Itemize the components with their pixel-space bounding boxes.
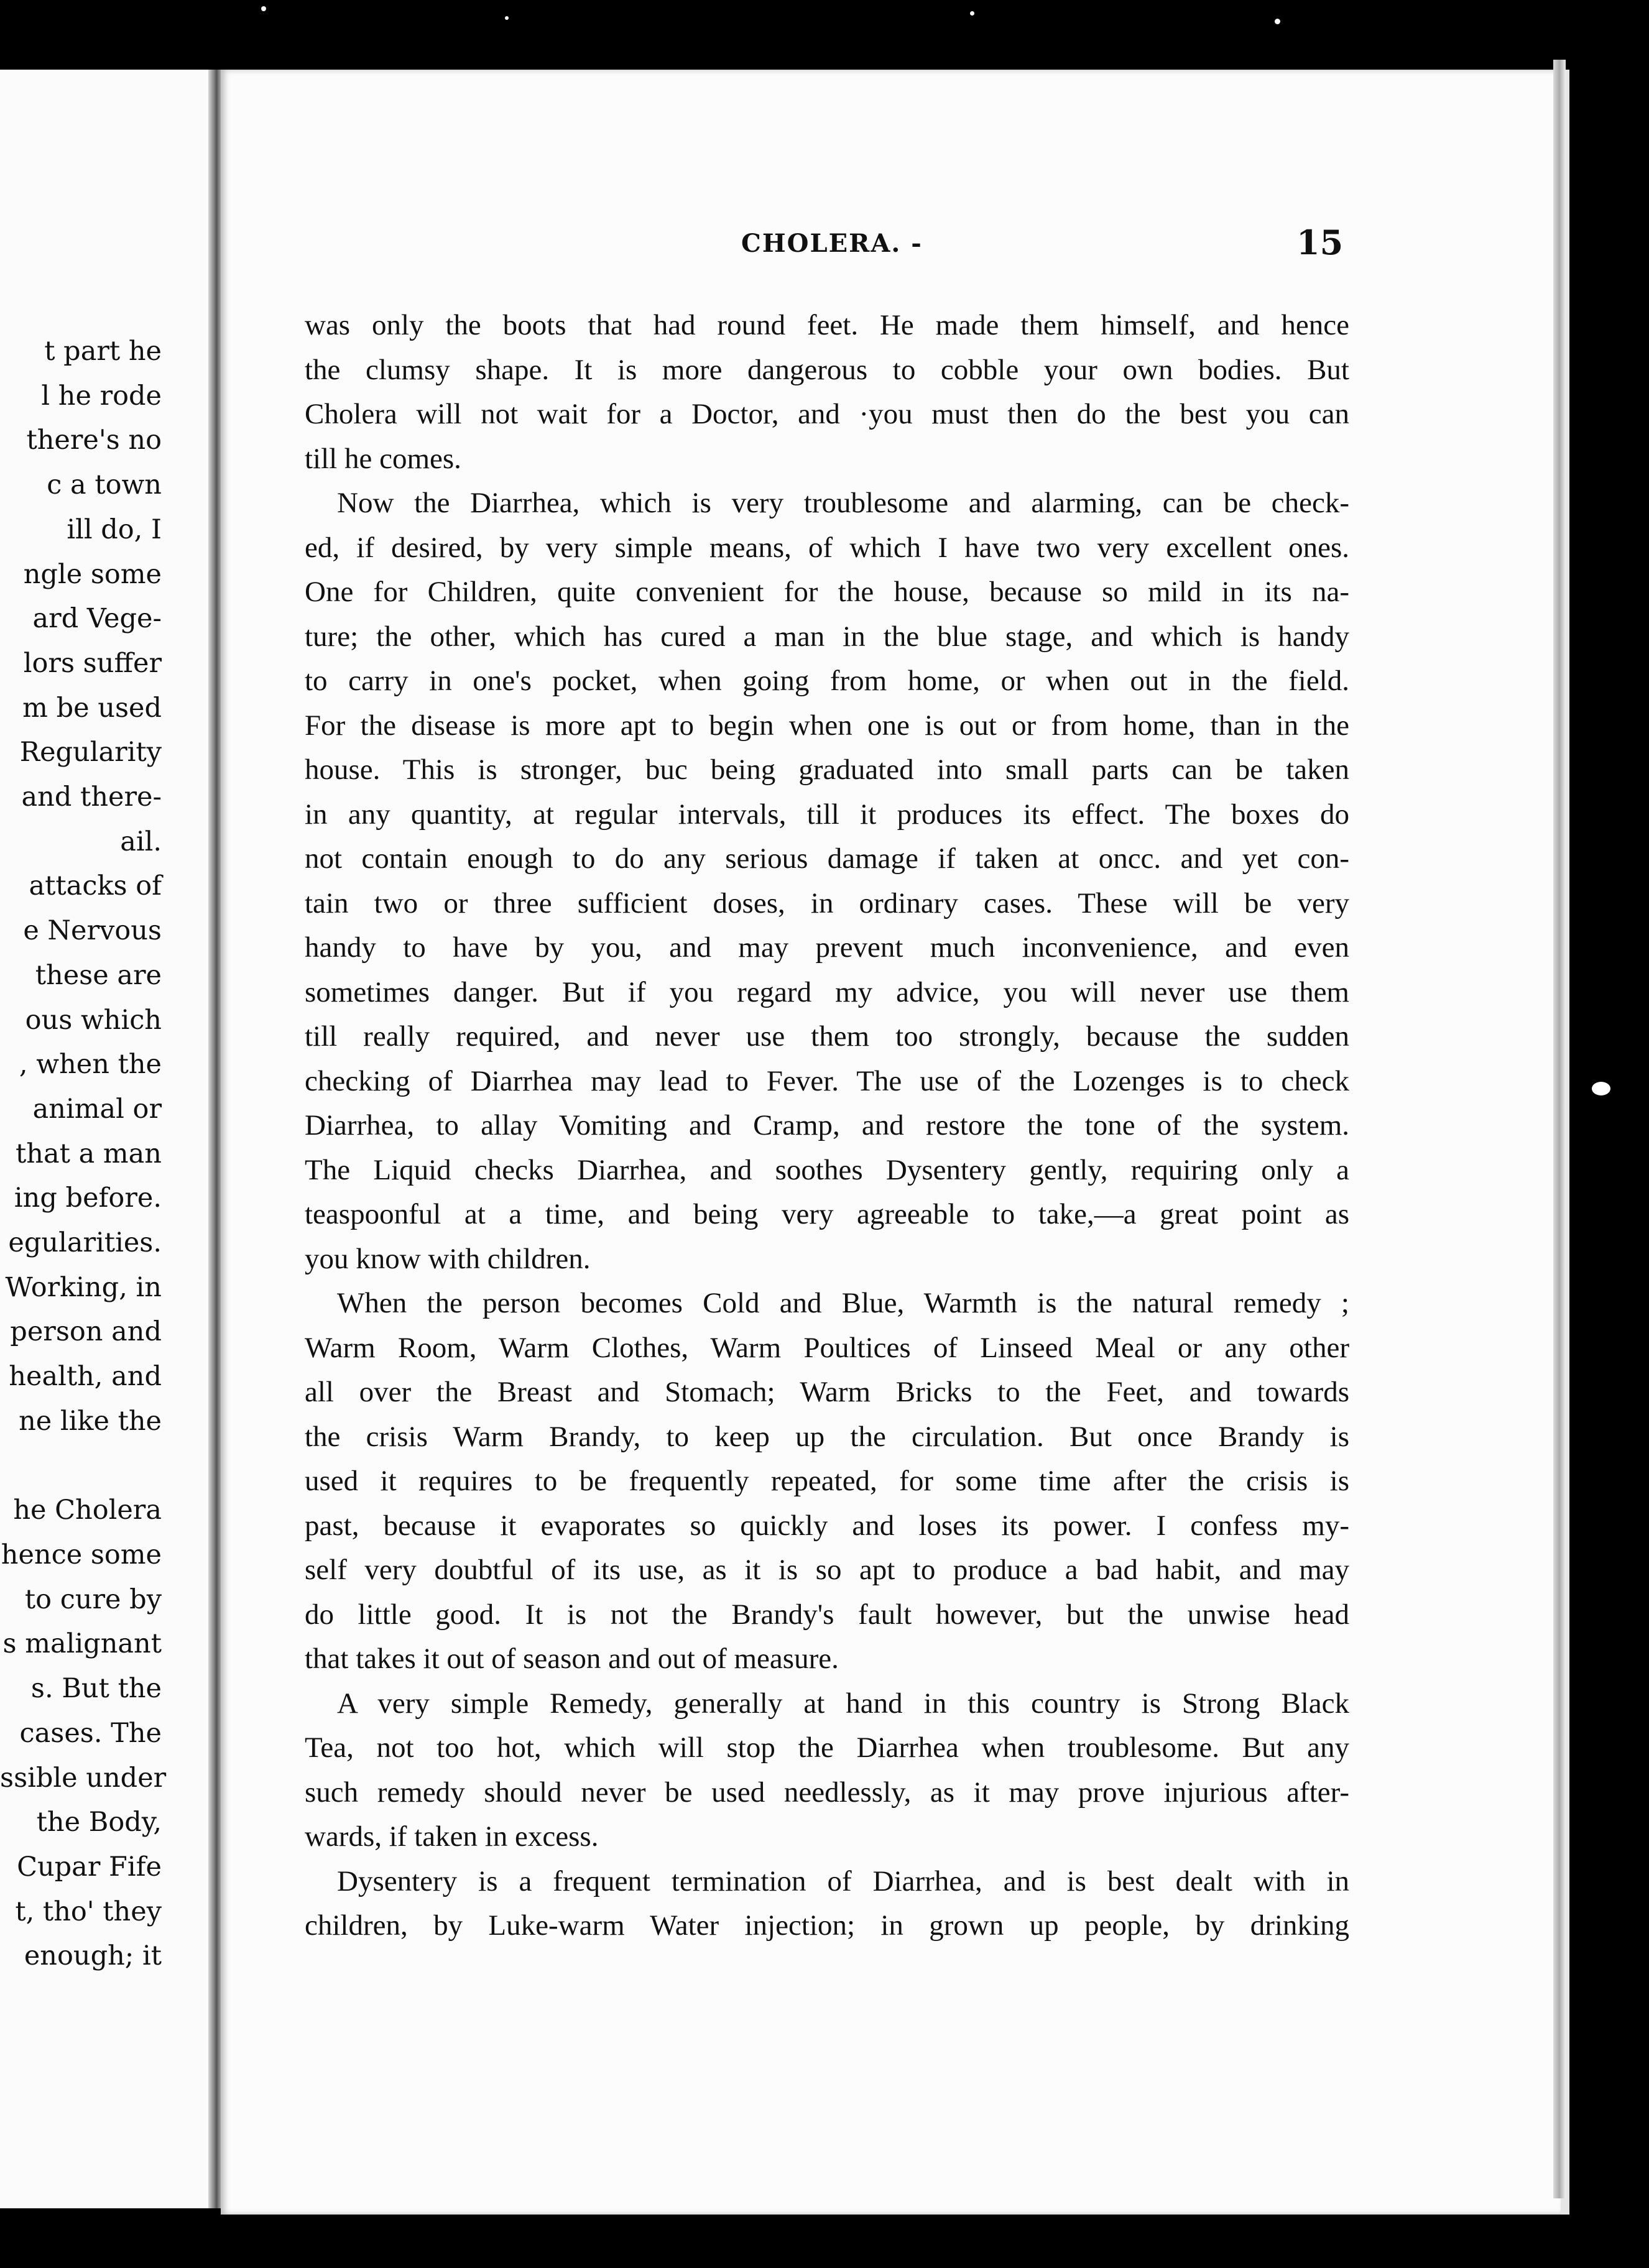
- text-line: the crisis Warm Brandy, to keep up the circulation. But once Brandy is: [305, 1420, 1349, 1453]
- left-fragment: t, tho' they: [15, 1896, 162, 1927]
- dust-speck: [261, 6, 266, 11]
- left-fragment: cases. The: [19, 1717, 162, 1749]
- dust-speck: [1275, 19, 1280, 24]
- text-line: do little good. It is not the Brandy's fault however, but the unwise head: [305, 1598, 1349, 1631]
- text-line: wards, if taken in excess.: [305, 1820, 599, 1853]
- text-line: to carry in one's pocket, when going from home, or when out in the field.: [305, 665, 1349, 697]
- left-fragment: ill do, I: [67, 514, 162, 545]
- text-line: self very doubtful of its use, as it is so apt to produce a bad habit, and may: [305, 1554, 1349, 1586]
- text-line: tain two or three sufficient doses, in ordinary cases. These will be very: [305, 887, 1349, 920]
- book-gutter: [208, 70, 222, 2208]
- dust-speck: [505, 16, 509, 20]
- text-line: such remedy should never be used needlessly, as it may prove injurious after-: [305, 1776, 1349, 1809]
- left-fragment: ail.: [120, 826, 162, 857]
- text-line: Now the Diarrhea, which is very troublesome and alarming, can be check-: [337, 487, 1349, 519]
- running-head: CHOLERA. -: [741, 229, 923, 258]
- left-fragment: to cure by: [24, 1583, 162, 1615]
- text-line: A very simple Remedy, generally at hand in this country is Strong Black: [337, 1687, 1349, 1720]
- left-fragment: c a town: [47, 469, 162, 501]
- left-fragment: animal or: [32, 1093, 162, 1125]
- text-line: teaspoonful at a time, and being very agreeable to take,—a great point as: [305, 1198, 1349, 1230]
- left-fragment: hence some: [1, 1539, 162, 1570]
- text-line: Tea, not too hot, which will stop the Diarrhea when troublesome. But any: [305, 1731, 1349, 1764]
- left-fragment: lors suffer: [23, 647, 162, 679]
- left-fragment: ne like the: [19, 1405, 162, 1437]
- left-fragment: he Cholera: [13, 1495, 162, 1526]
- left-fragment: enough; it: [24, 1940, 162, 1972]
- left-fragment: e Nervous: [23, 915, 162, 947]
- left-fragment: t part he: [44, 336, 162, 367]
- left-fragment: ngle some: [23, 558, 162, 590]
- text-line: checking of Diarrhea may lead to Fever. The use of the Lozenges is to check: [305, 1064, 1349, 1097]
- text-line: that takes it out of season and out of measure.: [305, 1643, 839, 1675]
- page-number: 15: [1296, 223, 1344, 262]
- text-line: house. This is stronger, buc being graduated into small parts can be taken: [305, 754, 1349, 786]
- text-line: you know with children.: [305, 1242, 591, 1275]
- text-line: The Liquid checks Diarrhea, and soothes Dysentery gently, requiring only a: [305, 1153, 1349, 1186]
- left-fragment: l he rode: [41, 380, 162, 412]
- text-line: Warm Room, Warm Clothes, Warm Poultices of Linseed Meal or any other: [305, 1331, 1349, 1364]
- left-fragment: s malignant: [2, 1628, 162, 1660]
- left-fragment: , when the: [19, 1049, 162, 1081]
- left-fragment: ssible under: [0, 1762, 167, 1794]
- text-line: children, by Luke-warm Water injection; in grown up people, by drinking: [305, 1909, 1349, 1942]
- left-fragment: m be used: [22, 692, 162, 724]
- text-line: ture; the other, which has cured a man in the blue stage, and which is handy: [305, 620, 1349, 653]
- left-fragment: Working, in: [5, 1271, 162, 1303]
- left-fragment: Regularity: [19, 737, 162, 768]
- text-line: sometimes danger. But if you regard my advice, you will never use them: [305, 975, 1349, 1008]
- page-edge: [1553, 60, 1566, 2198]
- text-line: not contain enough to do any serious damage if taken at oncc. and yet con-: [305, 842, 1349, 875]
- left-fragment: these are: [35, 959, 162, 991]
- text-line: For the disease is more apt to begin when one is out or from home, than in the: [305, 709, 1349, 742]
- text-line: Dysentery is a frequent termination of Diarrhea, and is best dealt with in: [337, 1865, 1349, 1897]
- left-fragment: there's no: [26, 425, 162, 456]
- left-fragment: ard Vege-: [32, 603, 162, 635]
- text-line: in any quantity, at regular intervals, till it produces its effect. The boxes do: [305, 798, 1349, 831]
- left-fragment: Cupar Fife: [17, 1851, 162, 1883]
- left-fragment: health, and: [9, 1361, 162, 1393]
- text-line: past, because it evaporates so quickly and loses its power. I confess my-: [305, 1509, 1349, 1542]
- left-fragment: the Body,: [36, 1807, 162, 1838]
- text-line: handy to have by you, and may prevent much inconvenience, and even: [305, 931, 1349, 964]
- dust-speck: [1592, 1082, 1610, 1095]
- text-line: till really required, and never use them too strongly, because the sudden: [305, 1020, 1349, 1053]
- left-fragment: ous which: [25, 1004, 162, 1036]
- text-line: One for Children, quite convenient for the house, because so mild in its na-: [305, 576, 1349, 608]
- left-fragment: that a man: [16, 1138, 162, 1169]
- text-line: Cholera will not wait for a Doctor, and ·you must then do the best you can: [305, 398, 1349, 430]
- left-fragment: s. But the: [30, 1673, 162, 1705]
- left-fragment: egularities.: [8, 1227, 162, 1259]
- body-text: [305, 303, 1349, 1948]
- left-fragment: attacks of: [29, 870, 162, 902]
- left-fragment: person and: [10, 1316, 162, 1348]
- dust-speck: [970, 11, 974, 16]
- text-line: was only the boots that had round feet. He made them himself, and hence: [305, 309, 1349, 341]
- text-line: till he comes.: [305, 442, 461, 475]
- text-line: all over the Breast and Stomach; Warm Bricks to the Feet, and towards: [305, 1376, 1349, 1408]
- text-line: Diarrhea, to allay Vomiting and Cramp, and restore the tone of the system.: [305, 1109, 1349, 1141]
- text-line: used it requires to be frequently repeated, for some time after the crisis is: [305, 1465, 1349, 1497]
- left-fragment: ing before.: [14, 1182, 162, 1214]
- text-line: the clumsy shape. It is more dangerous to cobble your own bodies. But: [305, 353, 1349, 386]
- text-line: ed, if desired, by very simple means, of which I have two very excellent ones.: [305, 531, 1349, 564]
- left-fragment: and there-: [21, 781, 162, 813]
- text-line: When the person becomes Cold and Blue, Warmth is the natural remedy ;: [337, 1287, 1349, 1319]
